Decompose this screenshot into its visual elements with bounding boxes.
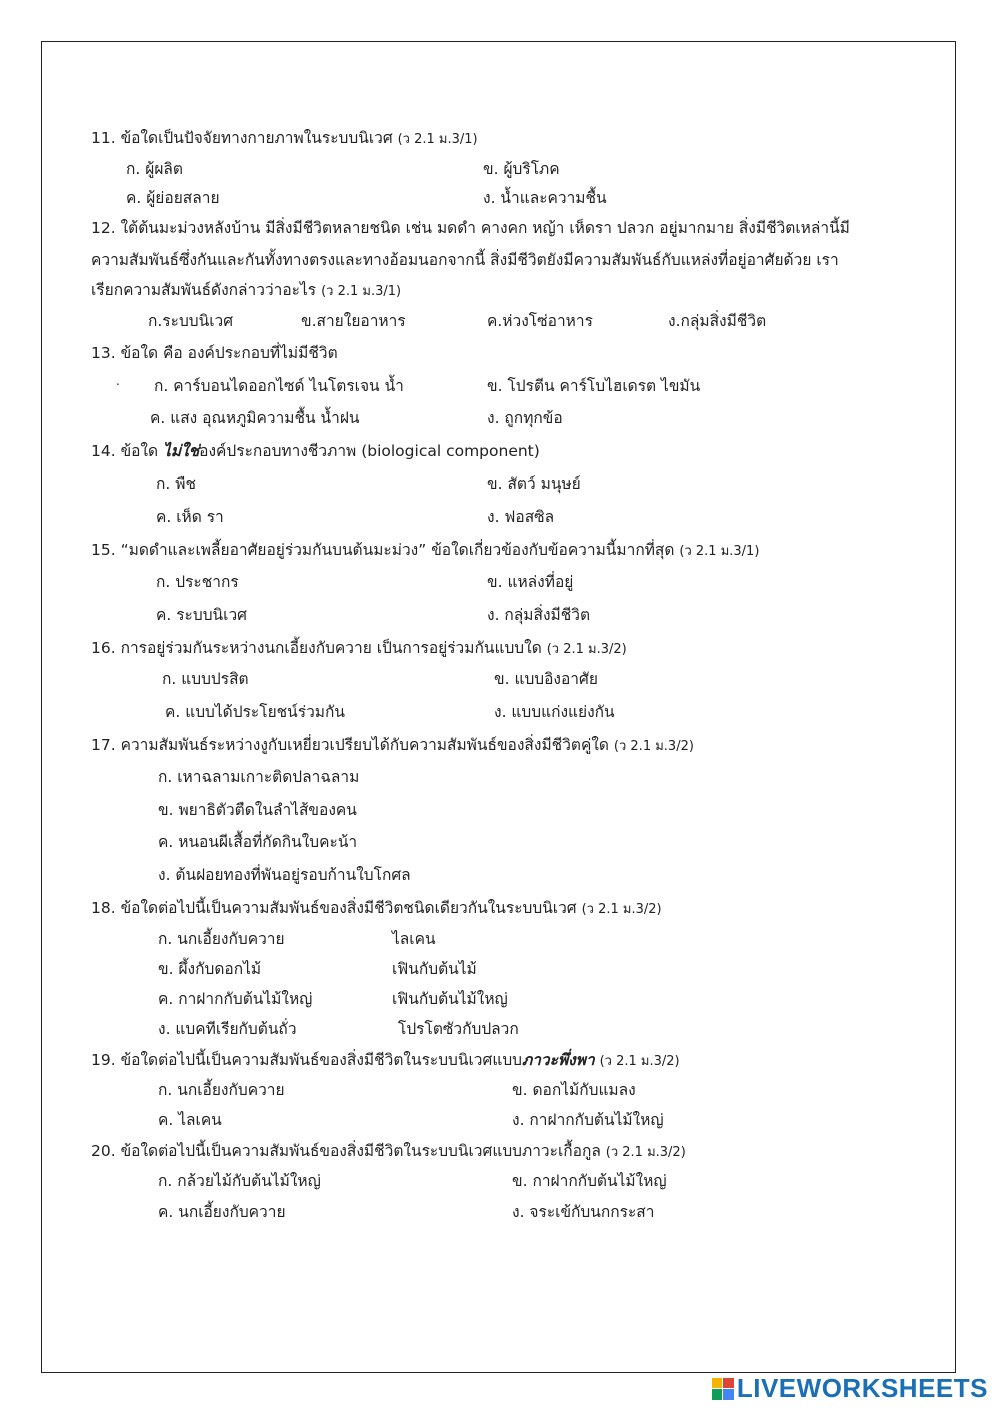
q15-option-c[interactable]: ค. ระบบนิเวศ [156,606,247,624]
q14-option-c[interactable]: ค. เห็ด รา [156,508,224,526]
q16-option-c[interactable]: ค. แบบได้ประโยชน์ร่วมกัน [165,703,345,721]
q13-option-b[interactable]: ข. โปรตีน คาร์โบไฮเดรต ไขมัน [487,377,701,395]
q12-option-a[interactable]: ก.ระบบนิเวศ [148,312,234,330]
liveworksheets-logo-icon [712,1378,734,1400]
q17-option-c[interactable]: ค. หนอนผีเสื้อที่กัดกินใบคะน้า [158,833,358,851]
q15-option-a[interactable]: ก. ประชากร [156,573,239,591]
q12-stem-line3: เรียกความสัมพันธ์ดังกล่าวว่าอะไร (ว 2.1 ม.3/1) [91,281,402,299]
liveworksheets-watermark [712,1373,988,1404]
q16-option-d[interactable]: ง. แบบแก่งแย่งกัน [494,703,615,721]
q19-option-c[interactable]: ค. ไลเคน [158,1111,222,1129]
q18-stem: 18. ข้อใดต่อไปนี้เป็นความสัมพันธ์ของสิ่งมีชีวิตชนิดเดียวกันในระบบนิเวศ (ว 2.1 ม.3/2) [91,899,662,917]
q20-option-d[interactable]: ง. จระเข้กับนกกระสา [512,1203,655,1221]
q19-stem: 19. ข้อใดต่อไปนี้เป็นความสัมพันธ์ของสิ่งมีชีวิตในระบบนิเวศแบบภาวะพึ่งพา (ว 2.1 ม.3/2) [91,1051,680,1069]
q15-option-d[interactable]: ง. กลุ่มสิ่งมีชีวิต [487,606,591,624]
q20-option-a[interactable]: ก. กล้วยไม้กับต้นไม้ใหญ่ [158,1172,321,1190]
liveworksheets-wordmark: LIVEWORKSHEETS [736,1373,988,1403]
q18-option-c-second: เฟินกับต้นไม้ใหญ่ [392,990,508,1008]
q12-option-c[interactable]: ค.ห่วงโซ่อาหาร [487,312,593,330]
q12-stem-line1: 12. ใต้ต้นมะม่วงหลังบ้าน มีสิ่งมีชีวิตหลายชนิด เช่น มดดำ คางคก หญ้า เห็ดรา ปลวก อยู่มากมาย สิ่งมีชีวิตเหล่านี้มี [91,219,850,237]
q17-option-b[interactable]: ข. พยาธิตัวตืดในลำไส้ของคน [158,801,357,819]
q18-option-b[interactable]: ข. ผึ้งกับดอกไม้ [158,960,262,978]
q11-option-c[interactable]: ค. ผู้ย่อยสลาย [126,189,220,207]
q14-option-b[interactable]: ข. สัตว์ มนุษย์ [487,475,581,493]
q13-stem: 13. ข้อใด คือ องค์ประกอบที่ไม่มีชีวิต [91,344,338,362]
q18-option-a[interactable]: ก. นกเอี้ยงกับควาย [158,930,285,948]
q19-option-d[interactable]: ง. กาฝากกับต้นไม้ใหญ่ [512,1111,664,1129]
q16-option-b[interactable]: ข. แบบอิงอาศัย [494,670,598,688]
q13-option-a[interactable]: ก. คาร์บอนไดออกไซด์ ไนโตรเจน น้ำ [154,377,404,395]
q15-option-b[interactable]: ข. แหล่งที่อยู่ [487,573,574,591]
q12-stem-line2: ความสัมพันธ์ซึ่งกันและกันทั้งทางตรงและทางอ้อมนอกจากนี้ สิ่งมีชีวิตยังมีความสัมพันธ์กับแหล่งที่อยู่อาศัยด้วย เรา [91,251,839,269]
q13-option-c[interactable]: ค. แสง อุณหภูมิความชื้น น้ำฝน [150,409,360,427]
q12-option-b[interactable]: ข.สายใยอาหาร [301,312,406,330]
q16-option-a[interactable]: ก. แบบปรสิต [162,670,249,688]
q17-option-a[interactable]: ก. เหาฉลามเกาะติดปลาฉลาม [158,768,360,786]
q16-stem: 16. การอยู่ร่วมกันระหว่างนกเอี้ยงกับควาย เป็นการอยู่ร่วมกันแบบใด (ว 2.1 ม.3/2) [91,639,627,657]
q19-option-a[interactable]: ก. นกเอี้ยงกับควาย [158,1081,285,1099]
q19-option-b[interactable]: ข. ดอกไม้กับแมลง [512,1081,636,1099]
q14-option-a[interactable]: ก. พืช [156,475,196,493]
q18-option-a-second: ไลเคน [392,930,436,948]
q18-option-b-second: เฟินกับต้นไม้ [392,960,477,978]
q18-option-d[interactable]: ง. แบคทีเรียกับต้นถั่ว [158,1020,297,1038]
q11-option-d[interactable]: ง. น้ำและความชื้น [483,189,607,207]
q20-option-b[interactable]: ข. กาฝากกับต้นไม้ใหญ่ [512,1172,667,1190]
q14-option-d[interactable]: ง. ฟอสซิล [487,508,555,526]
q11-option-a[interactable]: ก. ผู้ผลิต [126,160,183,178]
q13-option-d[interactable]: ง. ถูกทุกข้อ [487,409,563,427]
q18-option-d-second: โปรโตซัวกับปลวก [398,1020,519,1038]
q14-stem: 14. ข้อใด ไม่ใช่องค์ประกอบทางชีวภาพ (biological component) [91,442,540,460]
q15-stem: 15. “มดดำและเพลี้ยอาศัยอยู่ร่วมกันบนต้นมะม่วง” ข้อใดเกี่ยวข้องกับข้อความนี้มากที่สุด (ว 2.1 ม.3/1) [91,541,760,559]
q11-stem: 11. ข้อใดเป็นปัจจัยทางกายภาพในระบบนิเวศ (ว 2.1 ม.3/1) [91,129,478,147]
q18-option-c[interactable]: ค. กาฝากกับต้นไม้ใหญ่ [158,990,313,1008]
q17-option-d[interactable]: ง. ต้นฝอยทองที่พันอยู่รอบก้านใบโกศล [158,866,411,884]
q11-option-b[interactable]: ข. ผู้บริโภค [483,160,560,178]
q12-option-d[interactable]: ง.กลุ่มสิ่งมีชีวิต [668,312,767,330]
q17-stem: 17. ความสัมพันธ์ระหว่างงูกับเหยี่ยวเปรียบได้กับความสัมพันธ์ของสิ่งมีชีวิตคู่ใด (ว 2.1 ม.3/2) [91,736,694,754]
bullet-dot: . [116,374,120,388]
q20-option-c[interactable]: ค. นกเอี้ยงกับควาย [158,1203,286,1221]
q20-stem: 20. ข้อใดต่อไปนี้เป็นความสัมพันธ์ของสิ่งมีชีวิตในระบบนิเวศแบบภาวะเกื้อกูล (ว 2.1 ม.3/2) [91,1142,686,1160]
